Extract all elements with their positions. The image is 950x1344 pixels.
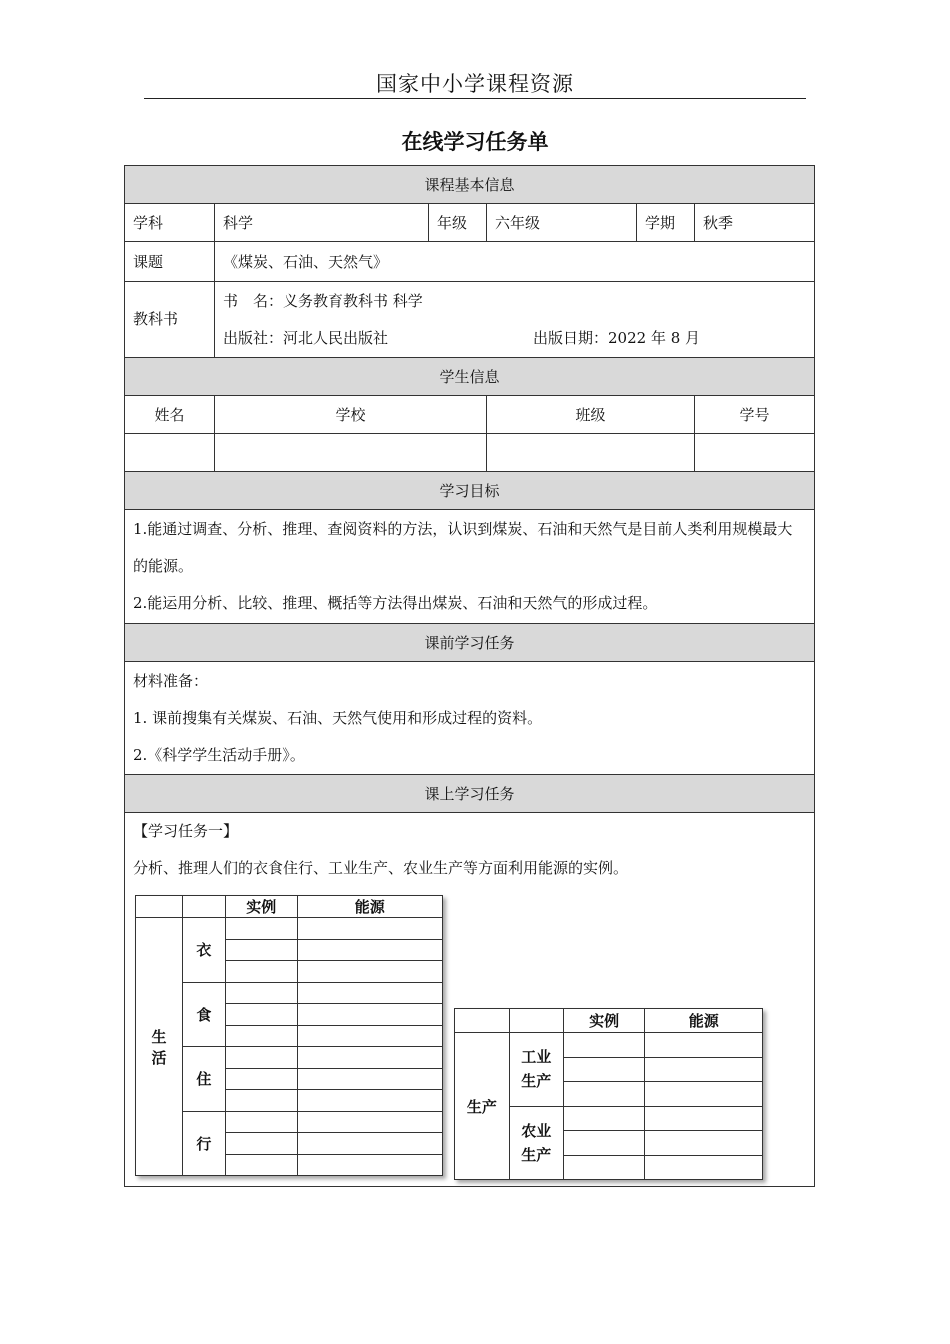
section-course-info: 课程基本信息 [125, 166, 815, 204]
subject-value: 科学 [215, 204, 429, 242]
production-energy-table [454, 1008, 763, 1180]
term-label: 学期 [637, 204, 695, 242]
grade-value: 六年级 [487, 204, 637, 242]
production-col-energy: 能源 [645, 1009, 763, 1033]
life-col-example: 实例 [225, 896, 297, 918]
materials-heading: 材料准备： [133, 671, 209, 690]
document-title: 在线学习任务单 [401, 130, 549, 154]
textbook-label: 教科书 [133, 310, 179, 328]
section-in-class: 课上学习任务 [125, 775, 815, 813]
life-row-food: 食 [182, 982, 225, 1047]
col-name: 姓名 [125, 396, 215, 434]
life-energy-table-wrap [135, 895, 443, 1176]
production-row-industry: 工业生产 [509, 1033, 563, 1107]
school-field[interactable] [215, 434, 487, 472]
life-energy-table [135, 895, 443, 1176]
name-field[interactable] [125, 434, 215, 472]
header-title: 国家中小学课程资源 [376, 72, 574, 96]
task-sheet-table [124, 165, 815, 1187]
life-col-energy: 能源 [297, 896, 442, 918]
section-goals: 学习目标 [125, 472, 815, 510]
publisher: 出版社：河北人民出版社 [223, 328, 389, 347]
life-group-label: 生活 [136, 918, 183, 1176]
section-student-info: 学生信息 [125, 358, 815, 396]
section-pre-class: 课前学习任务 [125, 624, 815, 662]
life-row-transport: 行 [182, 1111, 225, 1176]
pre-class-item: 2.《科学学生活动手册》。 [133, 745, 305, 764]
subject-label: 学科 [125, 204, 215, 242]
class-field[interactable] [487, 434, 695, 472]
pre-class-item: 1. 课前搜集有关煤炭、石油、天然气使用和形成过程的资料。 [133, 708, 543, 727]
task-description: 分析、推理人们的衣食住行、工业生产、农业生产等方面利用能源的实例。 [133, 859, 629, 877]
book-name: 书 名：义务教育教科书 科学 [223, 291, 423, 310]
topic-value: 《煤炭、石油、天然气》 [215, 242, 815, 282]
topic-label: 课题 [125, 242, 215, 282]
grade-label: 年级 [429, 204, 487, 242]
life-row-clothing: 衣 [182, 918, 225, 983]
life-row-housing: 住 [182, 1047, 225, 1112]
production-group-label: 生产 [455, 1033, 510, 1180]
goal-item: 2.能运用分析、比较、推理、概括等方法得出煤炭、石油和天然气的形成过程。 [133, 594, 658, 612]
col-school: 学校 [215, 396, 487, 434]
task-title: 【学习任务一】 [133, 822, 239, 840]
student-id-field[interactable] [695, 434, 815, 472]
production-energy-table-wrap [454, 1008, 763, 1180]
header-rule [144, 98, 806, 99]
publish-date: 出版日期：2022 年 8 月 [533, 328, 701, 347]
term-value: 秋季 [695, 204, 815, 242]
col-class: 班级 [487, 396, 695, 434]
goal-item: 1.能通过调查、分析、推理、查阅资料的方法，认识到煤炭、石油和天然气是目前人类利用规模最大的能源。 [133, 520, 793, 575]
production-row-agriculture: 农业生产 [509, 1106, 563, 1180]
production-col-example: 实例 [563, 1009, 645, 1033]
col-student-id: 学号 [695, 396, 815, 434]
